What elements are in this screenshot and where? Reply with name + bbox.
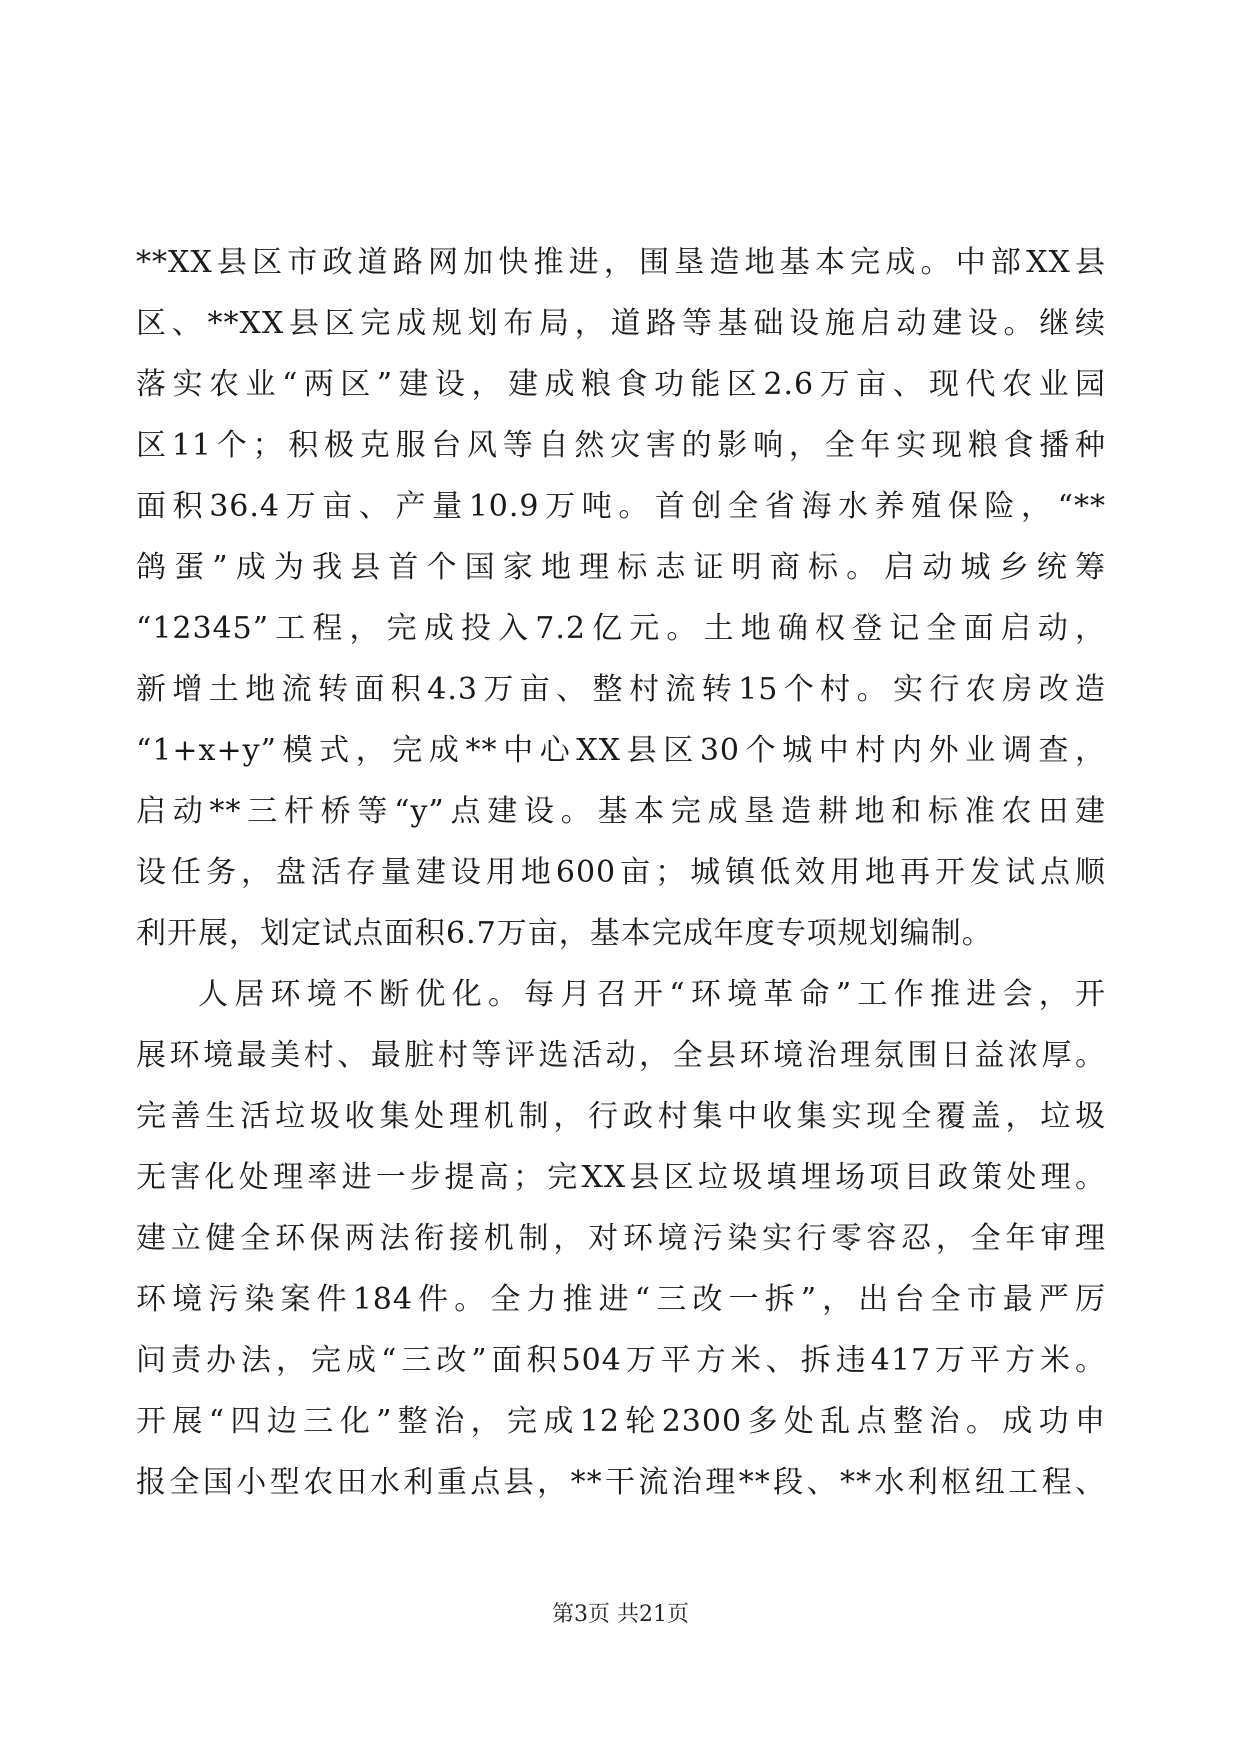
body-text [136, 232, 1106, 1513]
text-line: “12345”工程，完成投入7.2亿元。土地确权登记全面启动， [136, 611, 1106, 646]
text-line: “1+x+y”模式，完成**中心XX县区30个城中村内外业调查， [136, 733, 1106, 768]
text-line: 展环境最美村、最脏村等评选活动，全县环境治理氛围日益浓厚。 [136, 1038, 1106, 1073]
text-line: **XX县区市政道路网加快推进，围垦造地基本完成。中部XX县 [136, 245, 1106, 280]
text-line: 落实农业“两区”建设，建成粮食功能区2.6万亩、现代农业园 [136, 367, 1106, 402]
text-line: 鸽蛋”成为我县首个国家地理标志证明商标。启动城乡统筹 [136, 550, 1106, 585]
text-line: 区11个；积极克服台风等自然灾害的影响，全年实现粮食播种 [136, 428, 1106, 463]
text-line: 设任务，盘活存量建设用地600亩；城镇低效用地再开发试点顺 [136, 855, 1106, 890]
text-line: 利开展，划定试点面积6.7万亩，基本完成年度专项规划编制。 [136, 916, 993, 951]
text-line: 新增土地流转面积4.3万亩、整村流转15个村。实行农房改造 [136, 672, 1106, 707]
page-number-footer: 第3页 共21页 [552, 1602, 689, 1627]
text-line: 问责办法，完成“三改”面积504万平方米、拆违417万平方米。 [136, 1343, 1106, 1378]
text-line: 建立健全环保两法衔接机制，对环境污染实行零容忍，全年审理 [136, 1221, 1106, 1256]
text-line: 开展“四边三化”整治，完成12轮2300多处乱点整治。成功申 [136, 1404, 1106, 1439]
paragraph-start-line: 人居环境不断优化。每月召开“环境革命”工作推进会，开 [198, 977, 1106, 1012]
text-line: 无害化处理率进一步提高；完XX县区垃圾填埋场项目政策处理。 [136, 1160, 1106, 1195]
text-line: 面积36.4万亩、产量10.9万吨。首创全省海水养殖保险，“** [136, 489, 1106, 524]
text-line: 完善生活垃圾收集处理机制，行政村集中收集实现全覆盖，垃圾 [136, 1099, 1106, 1134]
text-line: 环境污染案件184件。全力推进“三改一拆”，出台全市最严厉 [136, 1282, 1106, 1317]
text-line: 启动**三杆桥等“y”点建设。基本完成垦造耕地和标准农田建 [136, 794, 1106, 829]
text-line: 报全国小型农田水利重点县，**干流治理**段、**水利枢纽工程、 [136, 1465, 1106, 1500]
text-line: 区、**XX县区完成规划布局，道路等基础设施启动建设。继续 [136, 306, 1106, 341]
